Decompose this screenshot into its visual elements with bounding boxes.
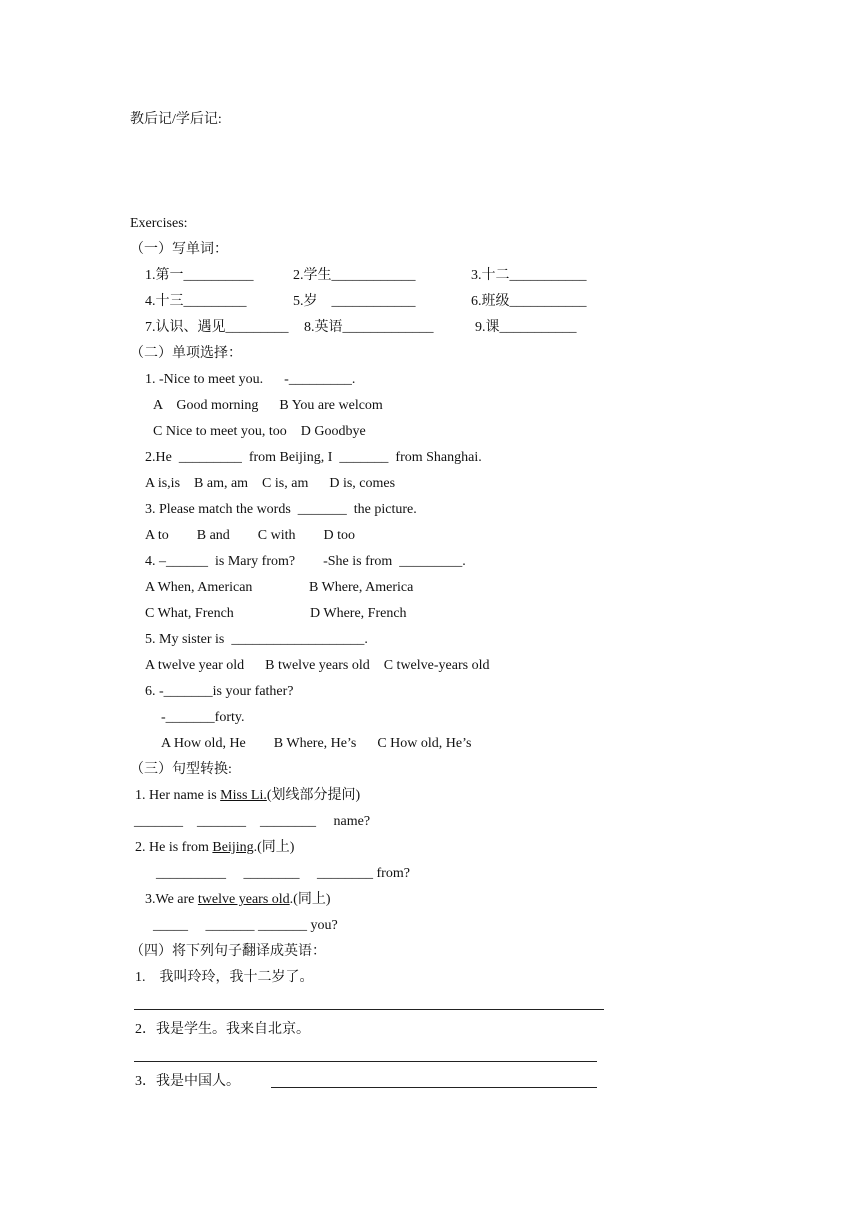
mc-options: A is,is B am, am C is, am D is, comes xyxy=(145,476,396,491)
translation-item: 2．我是学生。我来自北京。 xyxy=(135,1022,310,1037)
section3-title: （三）句型转换: xyxy=(130,762,232,777)
mc-question: 4. –______ is Mary from? -She is from _________. xyxy=(145,554,466,569)
translation-item: 1. 我叫玲玲，我十二岁了。 xyxy=(135,970,314,985)
answer-line xyxy=(134,1061,597,1062)
answer-line xyxy=(134,1009,604,1010)
transform-answer: _____ _______ _______ you? xyxy=(153,918,338,933)
teaching-note-label: 教后记/学后记: xyxy=(130,112,222,127)
transform-answer: __________ ________ ________ from? xyxy=(156,866,410,881)
transform-question: 3.We are twelve years old.(同上) xyxy=(145,892,331,907)
vocab-item: 3.十二___________ xyxy=(471,268,587,283)
mc-option: C What, French xyxy=(145,606,234,621)
transform-question: 2. He is from Beijing.(同上) xyxy=(135,840,295,855)
mc-options: A How old, He B Where, He’s C How old, He’s xyxy=(161,736,472,751)
translation-item: 3．我是中国人。 xyxy=(135,1074,240,1089)
vocab-item: 1.第一__________ xyxy=(145,268,254,283)
mc-options: A twelve year old B twelve years old C twelve-years old xyxy=(145,658,490,673)
mc-options: A to B and C with D too xyxy=(145,528,356,543)
vocab-item: 6.班级___________ xyxy=(471,294,587,309)
vocab-item: 9.课___________ xyxy=(475,320,577,335)
vocab-item: 5.岁 ____________ xyxy=(293,294,416,309)
vocab-item: 7.认识、遇见_________ xyxy=(145,320,289,335)
mc-option: A When, American xyxy=(145,580,253,595)
mc-option: B Where, America xyxy=(309,580,414,595)
answer-line xyxy=(271,1087,597,1088)
section2-title: （二）单项选择： xyxy=(130,346,242,361)
mc-question: 5. My sister is ___________________. xyxy=(145,632,368,647)
mc-option: D Where, French xyxy=(310,606,407,621)
mc-question: 6. -_______is your father? xyxy=(145,684,294,699)
mc-question: 2.He _________ from Beijing, I _______ from Shanghai. xyxy=(145,450,482,465)
mc-options: C Nice to meet you, too D Goodbye xyxy=(153,424,366,439)
transform-question: 1. Her name is Miss Li.(划线部分提问) xyxy=(135,788,361,803)
vocab-item: 8.英语_____________ xyxy=(304,320,434,335)
section4-title: （四）将下列句子翻译成英语： xyxy=(130,944,326,959)
mc-options: A Good morning B You are welcom xyxy=(153,398,383,413)
mc-question-reply: -_______forty. xyxy=(161,710,245,725)
exercises-title: Exercises: xyxy=(130,216,188,231)
vocab-item: 2.学生____________ xyxy=(293,268,416,283)
transform-answer: _______ _______ ________ name? xyxy=(134,814,371,829)
mc-question: 1. -Nice to meet you. -_________. xyxy=(145,372,356,387)
section1-title: （一）写单词： xyxy=(130,242,228,257)
mc-question: 3. Please match the words _______ the picture. xyxy=(145,502,417,517)
vocab-item: 4.十三_________ xyxy=(145,294,247,309)
